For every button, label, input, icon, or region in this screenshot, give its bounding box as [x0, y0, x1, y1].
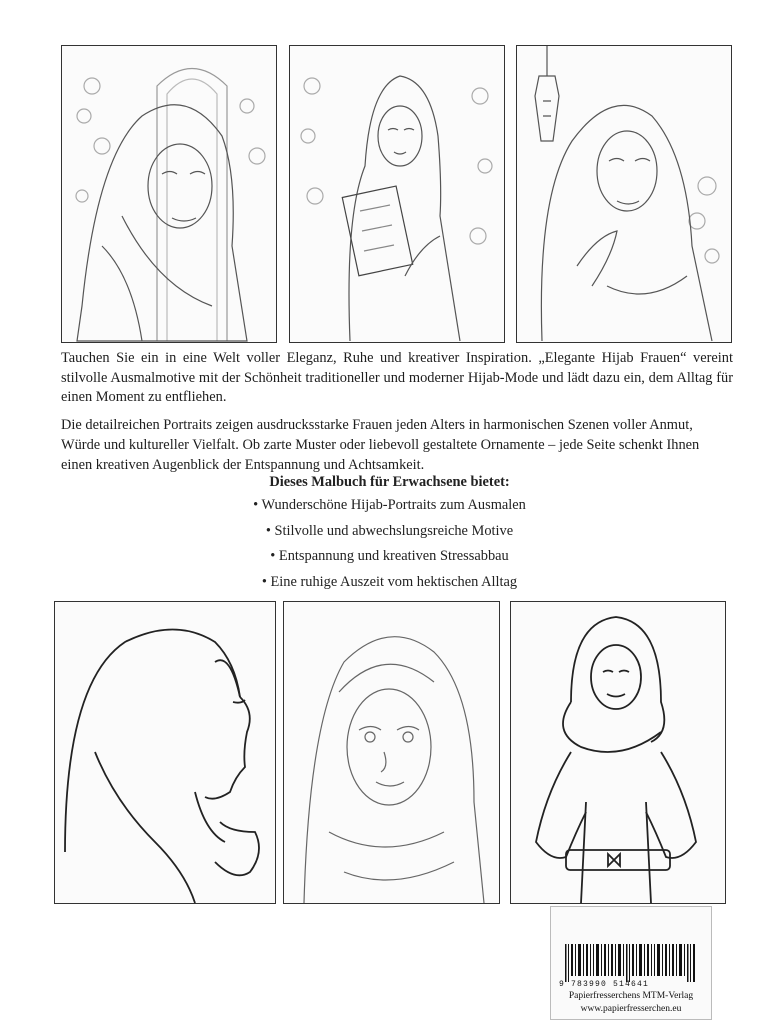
woman-with-lantern-icon [517, 46, 731, 342]
barcode-number: 9 783990 514641 [559, 980, 650, 989]
intro-text [61, 349, 733, 483]
illustration-woman-with-lantern [516, 45, 732, 343]
barcode-icon [565, 944, 697, 982]
list-item: • Wunderschöne Hijab-Portraits zum Ausmalen [253, 497, 526, 513]
offer-list [0, 496, 779, 598]
illustration-woman-standing [510, 601, 726, 904]
list-item: • Eine ruhige Auszeit vom hektischen Alltag [261, 573, 518, 590]
illustration-woman-closeup [283, 601, 500, 904]
intro-paragraph-1: Tauchen Sie ein in eine Welt voller Eleganz, Ruhe und kreativer Inspiration. „Elegante Hijab Frauen“ vereint stilvolle Ausmalmotive mit der Schönheit traditioneller und moderner Hijab-Mode und lädt dazu ein, dem Alltag für einen Moment zu entfliehen. [61, 350, 733, 406]
offer-title: Dieses Malbuch für Erwachsene bietet: [269, 474, 510, 490]
woman-profile-icon [55, 602, 275, 903]
illustration-woman-with-book [289, 45, 505, 343]
publisher-website: www.papierfresserchen.eu [580, 1004, 682, 1014]
elderly-woman-portrait-icon [62, 46, 276, 342]
illustration-woman-profile [54, 601, 276, 904]
publisher-name: Papierfresserchens MTM-Verlag [568, 991, 694, 1001]
barcode-area [550, 906, 712, 1020]
woman-closeup-icon [284, 602, 499, 903]
list-item: • Stilvolle und abwechslungsreiche Motive [265, 522, 514, 539]
list-item: • Entspannung und kreativen Stressabbau [270, 548, 509, 564]
woman-standing-icon [511, 602, 725, 903]
intro-paragraph-2: Die detailreichen Portraits zeigen ausdrucksstarke Frauen jeden Alters in harmonischen Szenen voller Anmut, Würde und kultureller Vielfalt. Ob zarte Muster oder liebevoll gestaltete Ornamente – jede Seite schenkt Ihnen einen kreativen Augenblick der Entspannung und Achtsamkeit. [61, 417, 700, 473]
young-woman-with-book-icon [290, 46, 504, 342]
illustration-elderly-woman [61, 45, 277, 343]
